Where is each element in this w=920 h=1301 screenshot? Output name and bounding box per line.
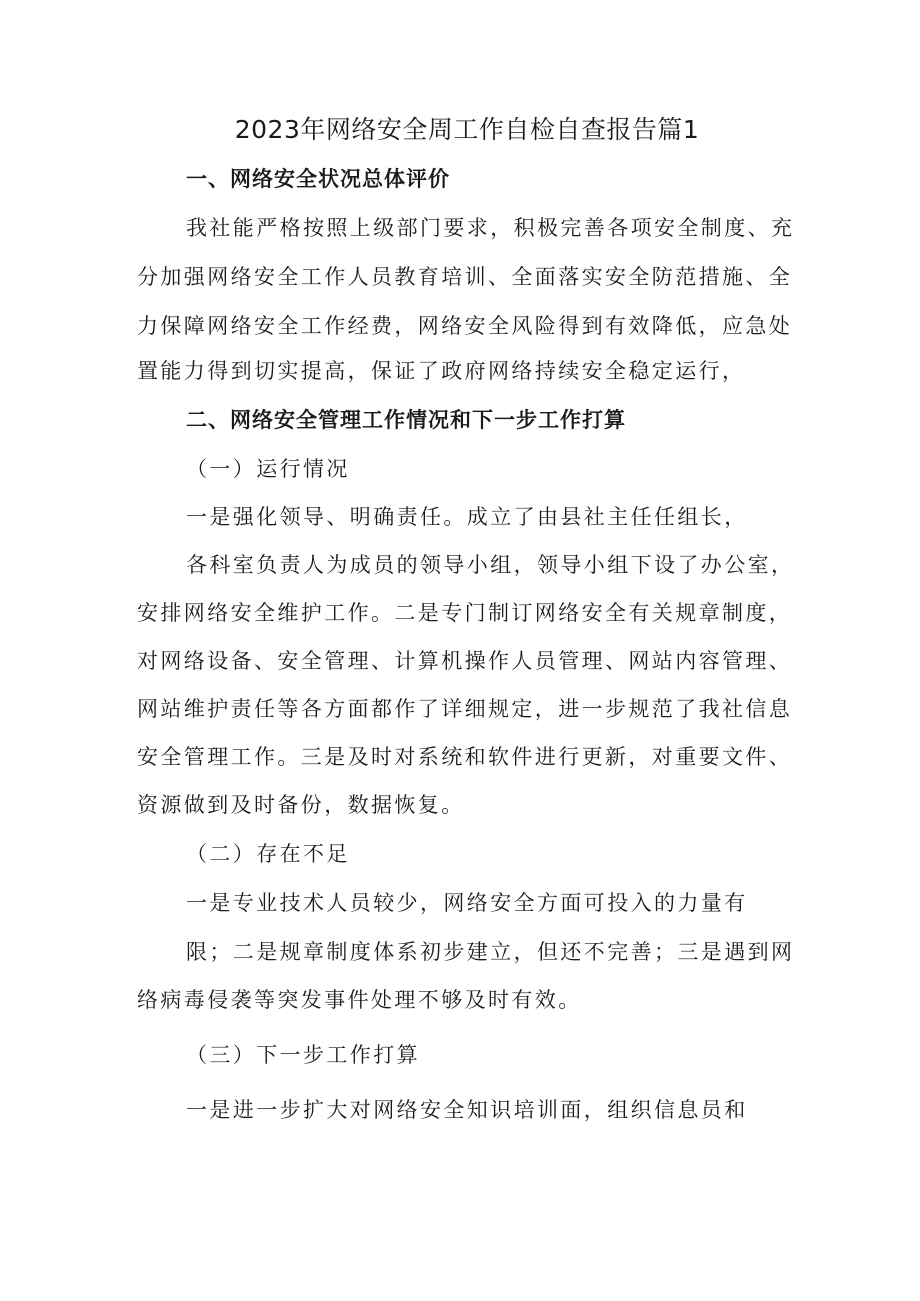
paragraph-line: 一是进一步扩大对网络安全知识培训面，组织信息员和 — [186, 1098, 748, 1122]
paragraph-line: 网站维护责任等各方面都作了详细规定，进一步规范了我社信息 — [137, 697, 793, 721]
section-2-heading: 二、网络安全管理工作情况和下一步工作打算 — [186, 408, 626, 432]
paragraph-line: 限；二是规章制度体系初步建立，但还不完善；三是遇到网 — [186, 940, 795, 964]
subsection-2-heading: （二）存在不足 — [186, 842, 350, 866]
section-1-heading: 一、网络安全状况总体评价 — [186, 167, 450, 191]
paragraph-line: 力保障网络安全工作经费，网络安全风险得到有效降低，应急处 — [137, 314, 793, 338]
subsection-1-heading: （一）运行情况 — [186, 457, 350, 481]
document-title: 2023年网络安全周工作自检自查报告篇1 — [234, 115, 700, 144]
paragraph-line: 一是专业技术人员较少，网络安全方面可投入的力量有 — [186, 891, 748, 915]
paragraph-line: 安全管理工作。三是及时对系统和软件进行更新，对重要文件、 — [137, 745, 793, 769]
paragraph-line: 络病毒侵袭等突发事件处理不够及时有效。 — [137, 988, 582, 1012]
paragraph-line: 我社能严格按照上级部门要求，积极完善各项安全制度、充 — [186, 216, 795, 240]
paragraph-line: 资源做到及时备份，数据恢复。 — [137, 793, 465, 817]
paragraph-line: 置能力得到切实提高，保证了政府网络持续安全稳定运行， — [137, 359, 746, 383]
subsection-3-heading: （三）下一步工作打算 — [186, 1043, 420, 1067]
paragraph-line: 各科室负责人为成员的领导小组，领导小组下设了办公室， — [186, 553, 795, 577]
paragraph-line: 安排网络安全维护工作。二是专门制订网络安全有关规章制度， — [137, 601, 793, 625]
paragraph-line: 对网络设备、安全管理、计算机操作人员管理、网站内容管理、 — [137, 649, 793, 673]
paragraph-line: 分加强网络安全工作人员教育培训、全面落实安全防范措施、全 — [137, 265, 793, 289]
paragraph-line: 一是强化领导、明确责任。成立了由县社主任任组长， — [186, 505, 748, 529]
